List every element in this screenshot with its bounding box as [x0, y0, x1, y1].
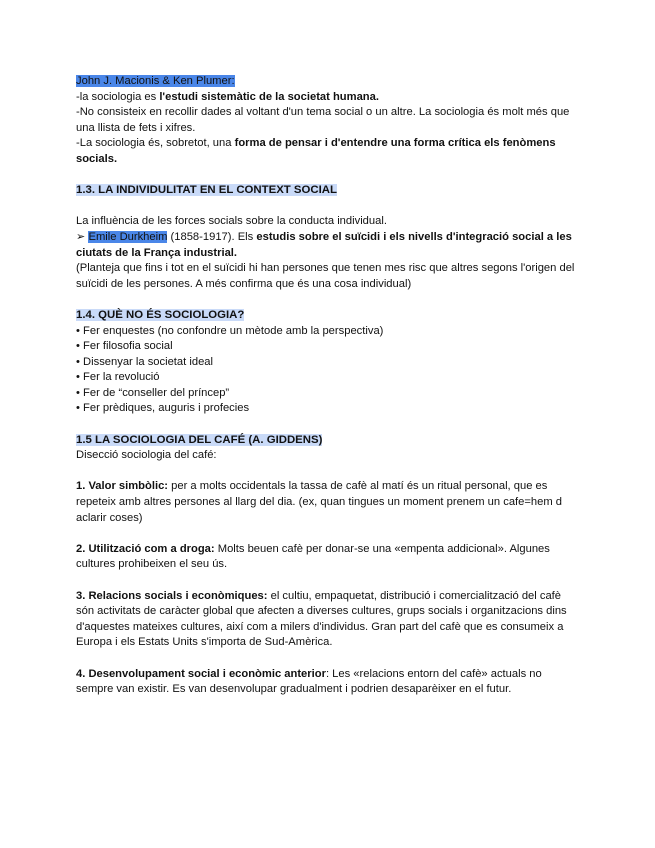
section-heading-1-3: 1.3. LA INDIVIDULITAT EN EL CONTEXT SOCIAL	[76, 184, 337, 197]
s15-point-2: 2. Utilització com a droga: Molts beuen cafè per donar-se una «empenta addicional». Algunes cultures prohibeixen el seu ús.	[76, 542, 550, 571]
list-item: • Fer enquestes (no confondre un mètode amb la perspectiva)	[76, 324, 579, 340]
list-item: • Fer prèdiques, auguris i profecies	[76, 401, 579, 417]
s15-point-3: 3. Relacions socials i econòmiques: el cultiu, empaquetat, distribució i comercialització del cafè són activitats de caràcter global que afecten a diverses cultures, grups socials i organitzacions dins d'aquestes mateixes cultures, així com a milers d'individus. Gran part del cafè que es consumeix a Europa i els Estats Units s'importa de Sud-Amèrica.	[76, 589, 567, 649]
s13-parenthetical: (Planteja que fins i tot en el suïcidi hi han persones que tenen mes risc que altres segons l'origen del suïcidi de les persones. A més confirma que és una cosa individual)	[76, 262, 575, 290]
list-item: • Dissenyar la societat ideal	[76, 355, 579, 371]
list-item: • Fer de “conseller del príncep”	[76, 386, 579, 402]
list-item: • Fer la revolució	[76, 370, 579, 386]
authors-line	[76, 74, 579, 90]
list-item: • Fer filosofia social	[76, 339, 579, 355]
authors-highlight: John J. Macionis & Ken Plumer:	[76, 75, 235, 87]
intro-line-3: -La sociologia és, sobretot, una forma de pensar i d'entendre una forma crítica els fenòmens socials.	[76, 137, 556, 165]
arrow-icon: ➢	[76, 230, 89, 243]
section-heading-1-5: 1.5 LA SOCIOLOGIA DEL CAFÉ (A. GIDDENS)	[76, 433, 323, 446]
intro-line-1: -la sociologia es l'estudi sistemàtic de la societat humana.	[76, 90, 379, 103]
intro-line-2: -No consisteix en recollir dades al voltant d'un tema social o un altre. La sociologia és molt més que una llista de fets i xifres.	[76, 106, 570, 134]
durkheim-highlight: Emile Durkheim	[88, 230, 168, 243]
s15-point-1: 1. Valor simbòlic: per a molts occidentals la tassa de cafè al matí és un ritual personal, que es repeteix amb altres persones al llarg del dia. (ex, quan tingues un moment prenem un cafe=hem d aclarir coses)	[76, 480, 563, 524]
s15-subtitle: Disecció sociologia del café:	[76, 449, 217, 462]
section-heading-1-4: 1.4. QUÈ NO ÉS SOCIOLOGIA?	[76, 308, 245, 321]
s13-paragraph: La influència de les forces socials sobre la conducta individual.	[76, 215, 387, 228]
s13-durkheim-line: ➢ Emile Durkheim (1858-1917). Els estudis sobre el suïcidi i els nivells d'integració social a les ciutats de la França industrial.	[76, 230, 572, 259]
s15-point-4: 4. Desenvolupament social i econòmic anterior: Les «relacions entorn del cafè» actuals no sempre van existir. Es van desenvolupar gradualment i podrien desaparèixer en el futur.	[76, 667, 542, 696]
